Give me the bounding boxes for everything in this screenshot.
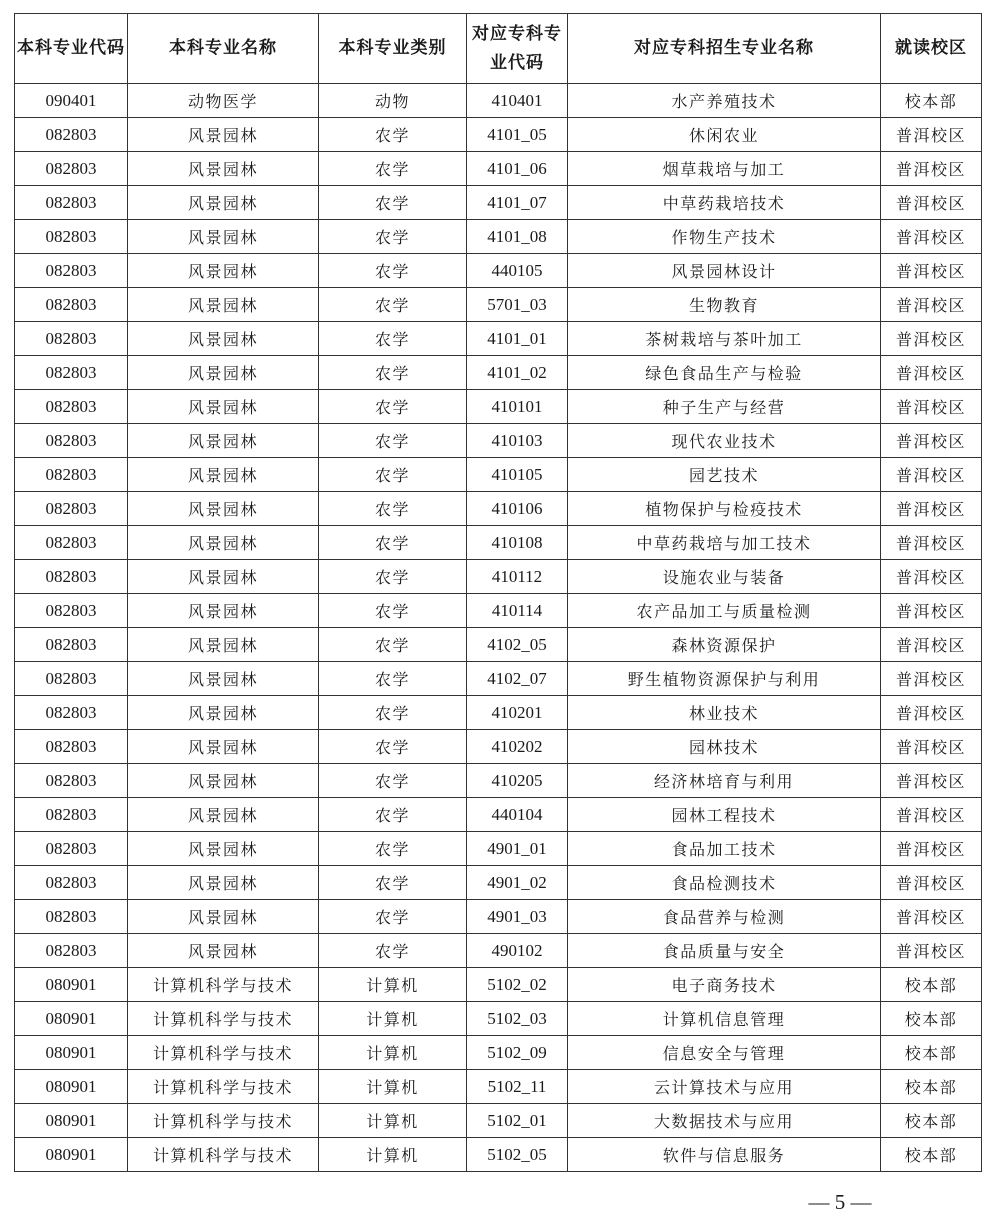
cell-bachelor-name: 风景园林 bbox=[128, 900, 319, 934]
cell-campus: 普洱校区 bbox=[881, 832, 982, 866]
table-row bbox=[15, 458, 982, 492]
cell-bachelor-name: 风景园林 bbox=[128, 594, 319, 628]
cell-bachelor-name: 风景园林 bbox=[128, 560, 319, 594]
cell-bachelor-code: 082803 bbox=[15, 220, 128, 254]
cell-bachelor-category: 农学 bbox=[319, 390, 467, 424]
cell-bachelor-code: 080901 bbox=[15, 1070, 128, 1104]
cell-associate-code: 4901_02 bbox=[467, 866, 568, 900]
cell-associate-code: 410201 bbox=[467, 696, 568, 730]
cell-associate-name: 食品加工技术 bbox=[568, 832, 881, 866]
page-number: — 5 — bbox=[808, 1190, 872, 1214]
cell-bachelor-name: 风景园林 bbox=[128, 356, 319, 390]
cell-bachelor-name: 风景园林 bbox=[128, 526, 319, 560]
cell-campus: 普洱校区 bbox=[881, 356, 982, 390]
cell-associate-code: 4102_05 bbox=[467, 628, 568, 662]
cell-associate-name: 风景园林设计 bbox=[568, 254, 881, 288]
cell-bachelor-name: 风景园林 bbox=[128, 696, 319, 730]
cell-bachelor-code: 082803 bbox=[15, 458, 128, 492]
cell-campus: 普洱校区 bbox=[881, 662, 982, 696]
cell-campus: 普洱校区 bbox=[881, 696, 982, 730]
cell-campus: 校本部 bbox=[881, 968, 982, 1002]
cell-bachelor-category: 农学 bbox=[319, 118, 467, 152]
cell-bachelor-code: 082803 bbox=[15, 730, 128, 764]
cell-bachelor-category: 农学 bbox=[319, 628, 467, 662]
table-row bbox=[15, 1036, 982, 1070]
cell-campus: 普洱校区 bbox=[881, 730, 982, 764]
cell-associate-code: 410401 bbox=[467, 84, 568, 118]
cell-bachelor-category: 农学 bbox=[319, 730, 467, 764]
cell-associate-code: 410101 bbox=[467, 390, 568, 424]
cell-bachelor-name: 风景园林 bbox=[128, 118, 319, 152]
table-row bbox=[15, 934, 982, 968]
cell-bachelor-code: 082803 bbox=[15, 186, 128, 220]
cell-associate-code: 410103 bbox=[467, 424, 568, 458]
cell-associate-name: 绿色食品生产与检验 bbox=[568, 356, 881, 390]
cell-associate-name: 电子商务技术 bbox=[568, 968, 881, 1002]
cell-bachelor-code: 080901 bbox=[15, 1036, 128, 1070]
cell-associate-name: 食品检测技术 bbox=[568, 866, 881, 900]
cell-bachelor-category: 计算机 bbox=[319, 1138, 467, 1172]
table-row bbox=[15, 968, 982, 1002]
cell-bachelor-name: 风景园林 bbox=[128, 288, 319, 322]
cell-bachelor-name: 风景园林 bbox=[128, 764, 319, 798]
cell-campus: 普洱校区 bbox=[881, 560, 982, 594]
cell-bachelor-category: 农学 bbox=[319, 662, 467, 696]
cell-campus: 普洱校区 bbox=[881, 390, 982, 424]
header-associate-code: 对应专科专业代码 bbox=[467, 14, 568, 84]
table-row bbox=[15, 628, 982, 662]
cell-bachelor-name: 风景园林 bbox=[128, 390, 319, 424]
cell-associate-name: 种子生产与经营 bbox=[568, 390, 881, 424]
cell-associate-name: 中草药栽培与加工技术 bbox=[568, 526, 881, 560]
document-table-wrapper bbox=[14, 13, 981, 1172]
table-body bbox=[15, 84, 982, 1172]
cell-associate-name: 林业技术 bbox=[568, 696, 881, 730]
cell-bachelor-name: 计算机科学与技术 bbox=[128, 1070, 319, 1104]
cell-associate-name: 云计算技术与应用 bbox=[568, 1070, 881, 1104]
cell-bachelor-code: 082803 bbox=[15, 832, 128, 866]
cell-bachelor-code: 082803 bbox=[15, 390, 128, 424]
table-row bbox=[15, 322, 982, 356]
cell-associate-code: 410112 bbox=[467, 560, 568, 594]
cell-bachelor-name: 风景园林 bbox=[128, 730, 319, 764]
cell-campus: 普洱校区 bbox=[881, 798, 982, 832]
cell-bachelor-code: 082803 bbox=[15, 254, 128, 288]
cell-bachelor-name: 风景园林 bbox=[128, 492, 319, 526]
cell-bachelor-category: 农学 bbox=[319, 458, 467, 492]
cell-bachelor-code: 082803 bbox=[15, 662, 128, 696]
cell-bachelor-code: 082803 bbox=[15, 356, 128, 390]
cell-bachelor-code: 082803 bbox=[15, 118, 128, 152]
cell-bachelor-code: 082803 bbox=[15, 424, 128, 458]
cell-campus: 普洱校区 bbox=[881, 118, 982, 152]
cell-associate-name: 食品质量与安全 bbox=[568, 934, 881, 968]
cell-bachelor-name: 风景园林 bbox=[128, 866, 319, 900]
cell-associate-name: 食品营养与检测 bbox=[568, 900, 881, 934]
table-row bbox=[15, 764, 982, 798]
cell-bachelor-name: 风景园林 bbox=[128, 424, 319, 458]
cell-bachelor-name: 计算机科学与技术 bbox=[128, 1104, 319, 1138]
table-row bbox=[15, 1002, 982, 1036]
cell-associate-name: 水产养殖技术 bbox=[568, 84, 881, 118]
cell-associate-code: 410114 bbox=[467, 594, 568, 628]
cell-bachelor-category: 农学 bbox=[319, 492, 467, 526]
cell-associate-name: 信息安全与管理 bbox=[568, 1036, 881, 1070]
table-row bbox=[15, 492, 982, 526]
cell-associate-name: 茶树栽培与茶叶加工 bbox=[568, 322, 881, 356]
cell-bachelor-category: 计算机 bbox=[319, 1002, 467, 1036]
cell-bachelor-code: 082803 bbox=[15, 594, 128, 628]
cell-bachelor-name: 风景园林 bbox=[128, 662, 319, 696]
cell-bachelor-code: 082803 bbox=[15, 764, 128, 798]
cell-bachelor-code: 080901 bbox=[15, 968, 128, 1002]
table-row bbox=[15, 1070, 982, 1104]
table-row bbox=[15, 798, 982, 832]
table-row bbox=[15, 900, 982, 934]
cell-bachelor-code: 082803 bbox=[15, 900, 128, 934]
cell-bachelor-name: 风景园林 bbox=[128, 186, 319, 220]
cell-associate-code: 5102_01 bbox=[467, 1104, 568, 1138]
cell-campus: 普洱校区 bbox=[881, 492, 982, 526]
cell-bachelor-name: 计算机科学与技术 bbox=[128, 1036, 319, 1070]
cell-campus: 普洱校区 bbox=[881, 526, 982, 560]
cell-bachelor-code: 080901 bbox=[15, 1002, 128, 1036]
cell-associate-name: 软件与信息服务 bbox=[568, 1138, 881, 1172]
table-row bbox=[15, 186, 982, 220]
cell-bachelor-name: 风景园林 bbox=[128, 832, 319, 866]
cell-associate-name: 现代农业技术 bbox=[568, 424, 881, 458]
header-campus: 就读校区 bbox=[881, 14, 982, 84]
cell-campus: 普洱校区 bbox=[881, 424, 982, 458]
table-row bbox=[15, 866, 982, 900]
cell-bachelor-category: 计算机 bbox=[319, 1104, 467, 1138]
cell-bachelor-code: 082803 bbox=[15, 492, 128, 526]
cell-associate-name: 设施农业与装备 bbox=[568, 560, 881, 594]
cell-bachelor-category: 农学 bbox=[319, 288, 467, 322]
table-row bbox=[15, 696, 982, 730]
table-row bbox=[15, 356, 982, 390]
cell-bachelor-category: 农学 bbox=[319, 356, 467, 390]
cell-bachelor-category: 农学 bbox=[319, 594, 467, 628]
cell-associate-name: 烟草栽培与加工 bbox=[568, 152, 881, 186]
cell-bachelor-code: 082803 bbox=[15, 526, 128, 560]
cell-bachelor-name: 风景园林 bbox=[128, 220, 319, 254]
cell-bachelor-code: 082803 bbox=[15, 866, 128, 900]
cell-bachelor-code: 082803 bbox=[15, 288, 128, 322]
cell-associate-name: 作物生产技术 bbox=[568, 220, 881, 254]
cell-associate-code: 4102_07 bbox=[467, 662, 568, 696]
table-row bbox=[15, 560, 982, 594]
cell-associate-name: 经济林培育与利用 bbox=[568, 764, 881, 798]
cell-bachelor-category: 农学 bbox=[319, 900, 467, 934]
cell-associate-name: 园林工程技术 bbox=[568, 798, 881, 832]
table-row bbox=[15, 1104, 982, 1138]
cell-associate-name: 计算机信息管理 bbox=[568, 1002, 881, 1036]
cell-bachelor-category: 农学 bbox=[319, 424, 467, 458]
table-row bbox=[15, 220, 982, 254]
table-row bbox=[15, 152, 982, 186]
cell-bachelor-category: 农学 bbox=[319, 220, 467, 254]
header-bachelor-code: 本科专业代码 bbox=[15, 14, 128, 84]
cell-campus: 校本部 bbox=[881, 1036, 982, 1070]
cell-campus: 普洱校区 bbox=[881, 934, 982, 968]
cell-campus: 普洱校区 bbox=[881, 458, 982, 492]
cell-campus: 普洱校区 bbox=[881, 866, 982, 900]
cell-bachelor-category: 农学 bbox=[319, 866, 467, 900]
cell-bachelor-name: 计算机科学与技术 bbox=[128, 1002, 319, 1036]
cell-associate-code: 5102_09 bbox=[467, 1036, 568, 1070]
cell-associate-code: 410202 bbox=[467, 730, 568, 764]
cell-bachelor-category: 农学 bbox=[319, 526, 467, 560]
cell-associate-name: 大数据技术与应用 bbox=[568, 1104, 881, 1138]
cell-campus: 普洱校区 bbox=[881, 288, 982, 322]
table-row bbox=[15, 254, 982, 288]
cell-associate-name: 园艺技术 bbox=[568, 458, 881, 492]
cell-bachelor-category: 农学 bbox=[319, 254, 467, 288]
cell-campus: 普洱校区 bbox=[881, 152, 982, 186]
cell-bachelor-category: 农学 bbox=[319, 560, 467, 594]
cell-associate-code: 4101_02 bbox=[467, 356, 568, 390]
cell-bachelor-name: 风景园林 bbox=[128, 934, 319, 968]
cell-bachelor-name: 风景园林 bbox=[128, 152, 319, 186]
table-header-row bbox=[15, 14, 982, 84]
header-bachelor-category: 本科专业类别 bbox=[319, 14, 467, 84]
cell-campus: 普洱校区 bbox=[881, 764, 982, 798]
table-row bbox=[15, 390, 982, 424]
cell-associate-code: 440104 bbox=[467, 798, 568, 832]
table-row bbox=[15, 662, 982, 696]
cell-bachelor-code: 082803 bbox=[15, 560, 128, 594]
cell-associate-code: 4101_08 bbox=[467, 220, 568, 254]
cell-bachelor-name: 动物医学 bbox=[128, 84, 319, 118]
cell-campus: 普洱校区 bbox=[881, 322, 982, 356]
cell-bachelor-name: 风景园林 bbox=[128, 798, 319, 832]
cell-associate-code: 4901_03 bbox=[467, 900, 568, 934]
table-row bbox=[15, 594, 982, 628]
cell-associate-code: 490102 bbox=[467, 934, 568, 968]
cell-bachelor-name: 计算机科学与技术 bbox=[128, 968, 319, 1002]
cell-associate-name: 森林资源保护 bbox=[568, 628, 881, 662]
cell-bachelor-code: 080901 bbox=[15, 1138, 128, 1172]
cell-associate-code: 5102_05 bbox=[467, 1138, 568, 1172]
cell-associate-code: 4101_01 bbox=[467, 322, 568, 356]
cell-associate-name: 园林技术 bbox=[568, 730, 881, 764]
cell-associate-code: 410108 bbox=[467, 526, 568, 560]
cell-associate-code: 4101_06 bbox=[467, 152, 568, 186]
cell-associate-code: 5102_11 bbox=[467, 1070, 568, 1104]
header-associate-name: 对应专科招生专业名称 bbox=[568, 14, 881, 84]
cell-bachelor-name: 风景园林 bbox=[128, 322, 319, 356]
cell-associate-code: 4101_07 bbox=[467, 186, 568, 220]
cell-campus: 校本部 bbox=[881, 1104, 982, 1138]
major-mapping-table bbox=[14, 13, 982, 1172]
cell-associate-name: 野生植物资源保护与利用 bbox=[568, 662, 881, 696]
cell-campus: 普洱校区 bbox=[881, 254, 982, 288]
cell-bachelor-name: 风景园林 bbox=[128, 628, 319, 662]
table-row bbox=[15, 424, 982, 458]
cell-associate-code: 4101_05 bbox=[467, 118, 568, 152]
cell-bachelor-category: 农学 bbox=[319, 832, 467, 866]
cell-bachelor-category: 计算机 bbox=[319, 1036, 467, 1070]
cell-campus: 校本部 bbox=[881, 1070, 982, 1104]
cell-bachelor-category: 农学 bbox=[319, 764, 467, 798]
table-row bbox=[15, 84, 982, 118]
cell-bachelor-code: 082803 bbox=[15, 628, 128, 662]
cell-campus: 普洱校区 bbox=[881, 186, 982, 220]
cell-associate-code: 410106 bbox=[467, 492, 568, 526]
cell-associate-name: 植物保护与检疫技术 bbox=[568, 492, 881, 526]
cell-associate-code: 410105 bbox=[467, 458, 568, 492]
cell-associate-name: 生物教育 bbox=[568, 288, 881, 322]
cell-campus: 校本部 bbox=[881, 1002, 982, 1036]
cell-associate-name: 休闲农业 bbox=[568, 118, 881, 152]
cell-associate-code: 5701_03 bbox=[467, 288, 568, 322]
cell-bachelor-category: 农学 bbox=[319, 322, 467, 356]
cell-associate-name: 农产品加工与质量检测 bbox=[568, 594, 881, 628]
table-row bbox=[15, 288, 982, 322]
cell-bachelor-category: 农学 bbox=[319, 186, 467, 220]
cell-bachelor-category: 农学 bbox=[319, 798, 467, 832]
cell-bachelor-name: 风景园林 bbox=[128, 254, 319, 288]
cell-bachelor-name: 风景园林 bbox=[128, 458, 319, 492]
cell-bachelor-code: 082803 bbox=[15, 322, 128, 356]
table-row bbox=[15, 832, 982, 866]
cell-bachelor-code: 082803 bbox=[15, 934, 128, 968]
cell-campus: 校本部 bbox=[881, 84, 982, 118]
cell-associate-code: 5102_02 bbox=[467, 968, 568, 1002]
cell-associate-code: 4901_01 bbox=[467, 832, 568, 866]
cell-campus: 普洱校区 bbox=[881, 594, 982, 628]
cell-bachelor-category: 农学 bbox=[319, 934, 467, 968]
cell-bachelor-code: 090401 bbox=[15, 84, 128, 118]
cell-campus: 校本部 bbox=[881, 1138, 982, 1172]
cell-bachelor-category: 计算机 bbox=[319, 968, 467, 1002]
cell-associate-code: 5102_03 bbox=[467, 1002, 568, 1036]
cell-associate-code: 440105 bbox=[467, 254, 568, 288]
cell-associate-code: 410205 bbox=[467, 764, 568, 798]
cell-bachelor-code: 082803 bbox=[15, 696, 128, 730]
cell-bachelor-code: 080901 bbox=[15, 1104, 128, 1138]
table-row bbox=[15, 526, 982, 560]
cell-bachelor-code: 082803 bbox=[15, 152, 128, 186]
cell-campus: 普洱校区 bbox=[881, 220, 982, 254]
table-row bbox=[15, 1138, 982, 1172]
cell-bachelor-code: 082803 bbox=[15, 798, 128, 832]
cell-campus: 普洱校区 bbox=[881, 628, 982, 662]
table-row bbox=[15, 118, 982, 152]
cell-associate-name: 中草药栽培技术 bbox=[568, 186, 881, 220]
cell-bachelor-category: 计算机 bbox=[319, 1070, 467, 1104]
cell-bachelor-category: 农学 bbox=[319, 152, 467, 186]
cell-bachelor-category: 农学 bbox=[319, 696, 467, 730]
cell-bachelor-category: 动物 bbox=[319, 84, 467, 118]
cell-bachelor-name: 计算机科学与技术 bbox=[128, 1138, 319, 1172]
table-row bbox=[15, 730, 982, 764]
cell-campus: 普洱校区 bbox=[881, 900, 982, 934]
header-bachelor-name: 本科专业名称 bbox=[128, 14, 319, 84]
